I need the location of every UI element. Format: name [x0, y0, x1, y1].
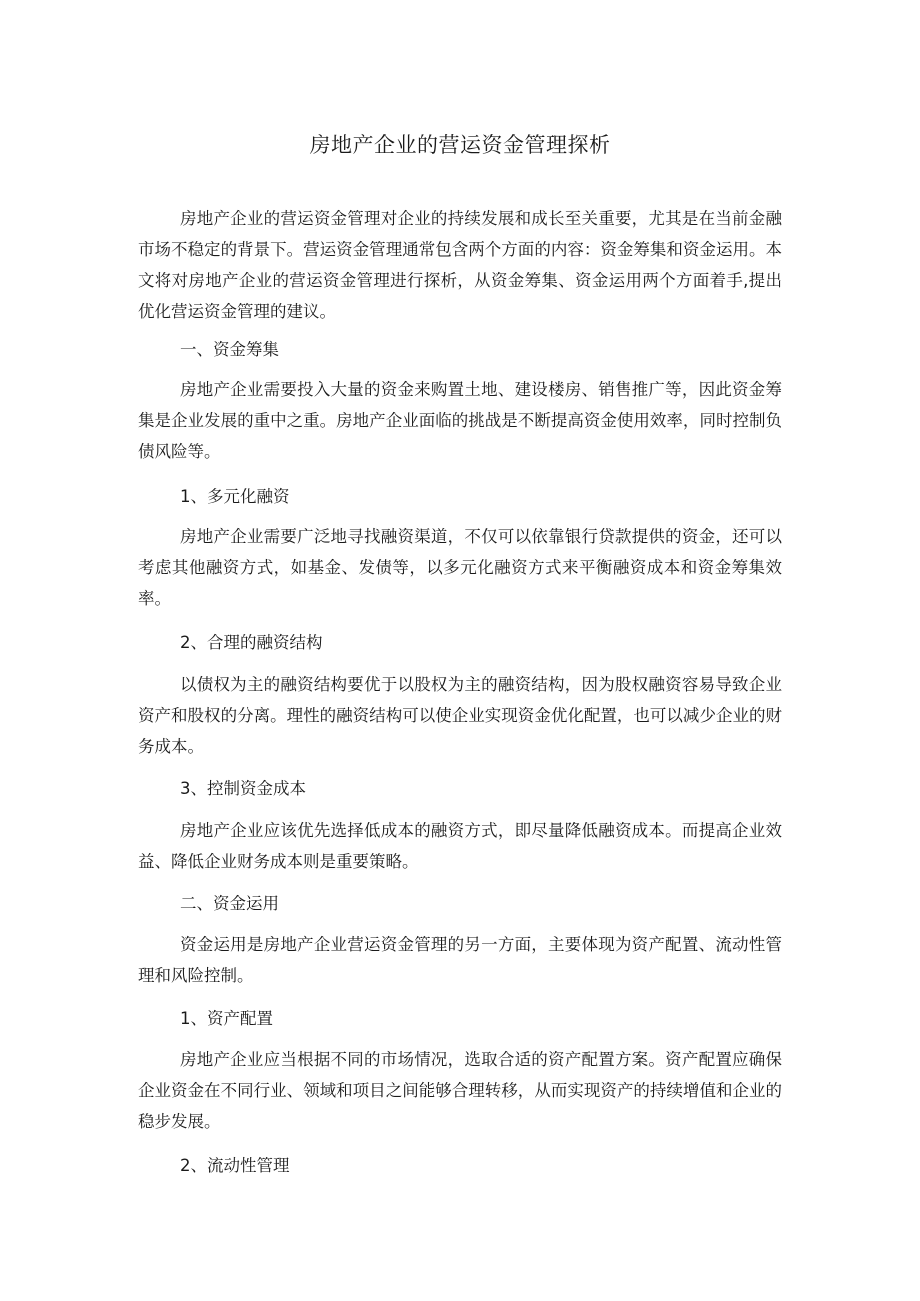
- section1-sub3-heading: 3、控制资金成本: [180, 779, 306, 798]
- section2-sub1-paragraph: 房地产企业应当根据不同的市场情况，选取合适的资产配置方案。资产配置应确保企业资金在不同行业、领域和项目之间能够合理转移，从而实现资产的持续增值和企业的稳步发展。: [138, 1050, 782, 1131]
- section1-sub1-paragraph: 房地产企业需要广泛地寻找融资渠道，不仅可以依靠银行贷款提供的资金，还可以考虑其他融资方式，如基金、发债等，以多元化融资方式来平衡融资成本和资金筹集效率。: [138, 527, 782, 608]
- intro-paragraph: 房地产企业的营运资金管理对企业的持续发展和成长至关重要，尤其是在当前金融市场不稳定的背景下。营运资金管理通常包含两个方面的内容：资金筹集和资金运用。本文将对房地产企业的营运资金管理进行探析，从资金筹集、资金运用两个方面着手,提出优化营运资金管理的建议。: [138, 209, 782, 321]
- section2-sub2-heading: 2、流动性管理: [180, 1156, 290, 1175]
- section2-paragraph: 资金运用是房地产企业营运资金管理的另一方面，主要体现为资产配置、流动性管理和风险控制。: [138, 935, 782, 985]
- section1-heading: 一、资金筹集: [180, 340, 279, 359]
- section1-paragraph: 房地产企业需要投入大量的资金来购置土地、建设楼房、销售推广等，因此资金筹集是企业发展的重中之重。房地产企业面临的挑战是不断提高资金使用效率，同时控制负债风险等。: [138, 380, 782, 461]
- section1-sub1-heading: 1、多元化融资: [180, 487, 290, 506]
- section2-heading: 二、资金运用: [180, 894, 279, 913]
- section2-sub1-heading: 1、资产配置: [180, 1009, 273, 1028]
- section1-sub3-paragraph: 房地产企业应该优先选择低成本的融资方式，即尽量降低融资成本。而提高企业效益、降低企业财务成本则是重要策略。: [138, 821, 782, 871]
- section1-sub2-heading: 2、合理的融资结构: [180, 633, 323, 652]
- document-title: 房地产企业的营运资金管理探析: [309, 133, 611, 157]
- section1-sub2-paragraph: 以债权为主的融资结构要优于以股权为主的融资结构，因为股权融资容易导致企业资产和股权的分离。理性的融资结构可以使企业实现资金优化配置，也可以减少企业的财务成本。: [138, 675, 782, 756]
